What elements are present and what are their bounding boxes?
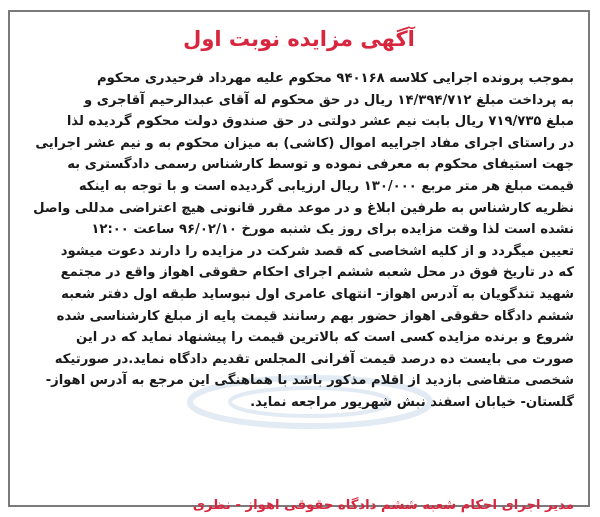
notice-line: به پرداخت مبلغ ۱۴/۳۹۴/۷۱۲ ریال در حق محکوم له آقای عبدالرحیم آقاجری و <box>83 92 574 108</box>
notice-line: جهت استیفای محکوم به معرفی نموده و توسط کارشناس رسمی دادگستری به <box>67 157 574 173</box>
notice-line: نظریه کارشناس به طرفین ابلاغ و در موعد مقرر قانونی هیچ اعتراضی مدللی واصل <box>33 200 574 216</box>
notice-line: شهید تندگویان به آدرس اهواز- انتهای عامری اول نبوساید طبقه اول دفتر شعبه <box>61 286 574 302</box>
notice-body <box>32 68 574 414</box>
notice-line: ششم دادگاه حقوقی اهواز حضور بهم رسانند قیمت پایه از مبلغ کارشناسی شده <box>56 308 574 324</box>
notice-line: در راستای اجرای مفاد اجراییه اموال (کاشی) به میزان محکوم به و نیم عشر اجرایی <box>35 135 574 151</box>
notice-line: بموجب پرونده اجرایی کلاسه ۹۴۰۱۶۸ محکوم علیه مهرداد فرحیدری محکوم <box>96 71 574 86</box>
notice-signature: مدیر اجرای احکام شعبه ششم دادگاه حقوقی اهواز - نظری <box>192 498 574 513</box>
notice-title: آگهی مزایده نوبت اول <box>183 27 415 51</box>
notice-line: قیمت مبلغ هر متر مربع ۱۳۰/۰۰۰ ریال ارزیابی گردیده است و با توجه به اینکه <box>78 178 574 194</box>
notice-line: شخصی متقاضی بازدید از اقلام مذکور باشد با هماهنگی این مرجع به آدرس اهواز- <box>45 373 574 389</box>
notice-line: مبلغ ۷۱۹/۷۳۵ ریال بابت نیم عشر دولتی در حق صندوق دولت محکوم گردیده لذا <box>66 114 574 130</box>
notice-line: که در تاریخ فوق در محل شعبه ششم اجرای احکام حقوقی اهواز واقع در مجتمع <box>60 265 574 281</box>
notice-line: صورت می بایست ده درصد قیمت آفرانی المجلس تقدیم دادگاه نماید.در صورتیکه <box>54 351 574 367</box>
notice-line: تعیین میگردد و از کلیه اشخاصی که قصد شرکت در مزایده را دارند دعوت میشود <box>60 243 574 259</box>
notice-line: نشده است لذا وقت مزایده برای روز یک شنبه مورخ ۹۶/۰۲/۱۰ ساعت ۱۲:۰۰ <box>91 222 574 238</box>
notice-line: شروع و برنده مزایده کسی است که بالاترین قیمت را پیشنهاد نماید که در این <box>75 330 574 346</box>
notice-frame <box>8 10 590 513</box>
notice-line: گلستان- خیابان اسفند نبش شهریور مراجعه نماید. <box>250 394 574 410</box>
